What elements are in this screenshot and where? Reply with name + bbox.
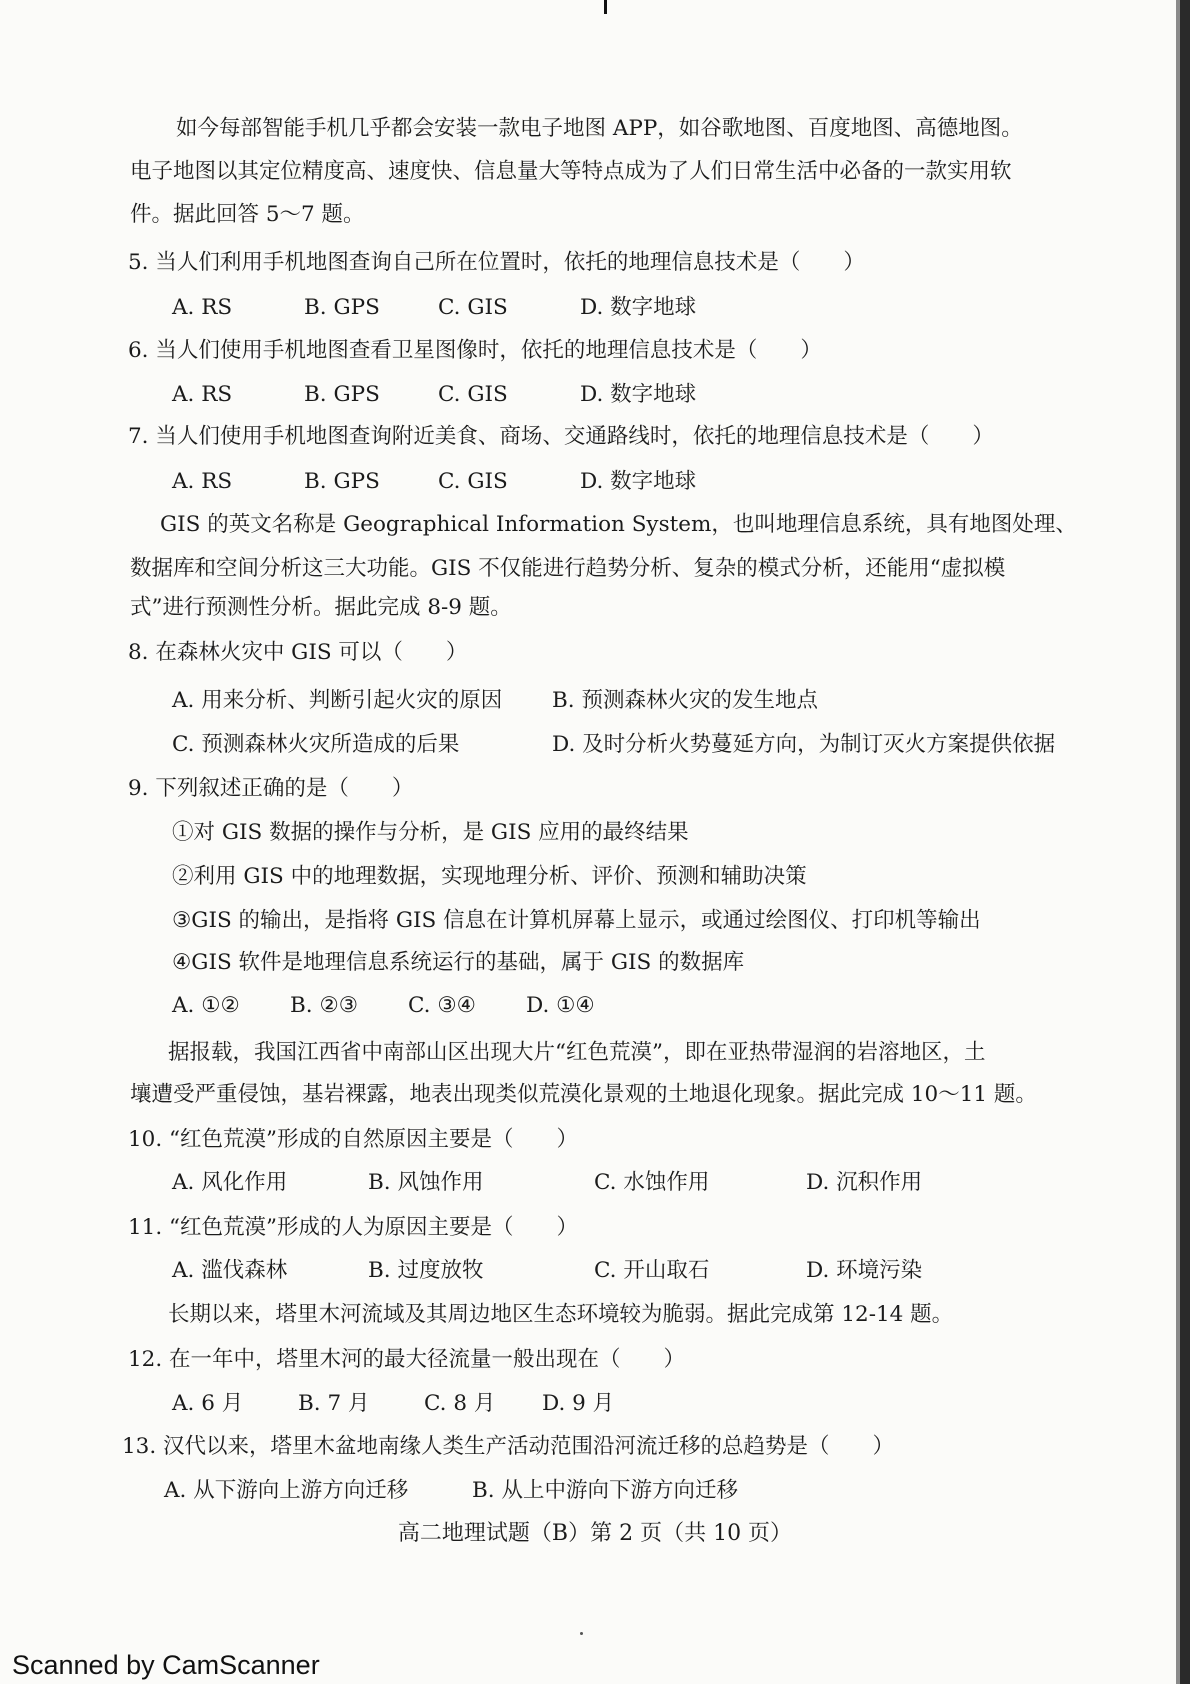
- option-a: A. 6 月: [172, 1391, 244, 1416]
- question-8-stem: 8. 在森林火灾中 GIS 可以（ ）: [128, 640, 468, 665]
- question-11-stem: 11. “红色荒漠”形成的人为原因主要是（ ）: [128, 1215, 579, 1240]
- option-b: B. 从上中游向下游方向迁移: [472, 1478, 738, 1503]
- question-9-statement-3: ③GIS 的输出，是指将 GIS 信息在计算机屏幕上显示，或通过绘图仪、打印机等输出: [172, 908, 981, 933]
- question-11-options: [172, 1258, 922, 1284]
- option-a: A. RS: [172, 469, 233, 494]
- question-9-statement-4: ④GIS 软件是地理信息系统运行的基础，属于 GIS 的数据库: [172, 950, 745, 975]
- top-mark: [604, 0, 607, 14]
- option-a: A. RS: [172, 295, 233, 320]
- passage-1-line-1: 如今每部智能手机几乎都会安装一款电子地图 APP，如谷歌地图、百度地图、高德地图。: [176, 116, 1023, 141]
- passage-4-line-1: 长期以来，塔里木河流域及其周边地区生态环境较为脆弱。据此完成第 12-14 题。: [168, 1302, 954, 1327]
- question-12-options: [172, 1391, 614, 1417]
- option-c: C. ③④: [408, 993, 476, 1018]
- question-13-stem: 13. 汉代以来，塔里木盆地南缘人类生产活动范围沿河流迁移的总趋势是（ ）: [122, 1434, 895, 1459]
- question-5-options: [172, 295, 696, 321]
- option-b: B. 风蚀作用: [368, 1170, 484, 1195]
- passage-1-line-3: 件。据此回答 5～7 题。: [130, 202, 365, 227]
- question-8-options-row-2: [172, 732, 1055, 758]
- question-6-stem: 6. 当人们使用手机地图查看卫星图像时，依托的地理信息技术是（ ）: [128, 338, 822, 363]
- option-a: A. 用来分析、判断引起火灾的原因: [172, 688, 503, 713]
- question-9-options: [172, 993, 595, 1019]
- option-a: A. 风化作用: [172, 1170, 288, 1195]
- option-b: B. 7 月: [298, 1391, 370, 1416]
- question-6-options: [172, 382, 696, 408]
- question-8-options-row-1: [172, 688, 818, 714]
- passage-3-line-1: 据报载，我国江西省中南部山区出现大片“红色荒漠”，即在亚热带湿润的岩溶地区，土: [168, 1040, 986, 1065]
- option-c: C. 水蚀作用: [594, 1170, 710, 1195]
- option-c: C. GIS: [438, 295, 508, 320]
- option-a: A. 从下游向上游方向迁移: [164, 1478, 409, 1503]
- option-b: B. 预测森林火灾的发生地点: [552, 688, 818, 713]
- question-9-statement-2: ②利用 GIS 中的地理数据，实现地理分析、评价、预测和辅助决策: [172, 864, 807, 889]
- question-10-stem: 10. “红色荒漠”形成的自然原因主要是（ ）: [128, 1127, 579, 1152]
- question-13-options: [164, 1478, 738, 1504]
- option-b: B. 过度放牧: [368, 1258, 484, 1283]
- option-a: A. ①②: [172, 993, 240, 1018]
- option-d: D. 9 月: [542, 1391, 615, 1416]
- option-a: A. RS: [172, 382, 233, 407]
- scan-speck: [580, 1632, 583, 1635]
- option-c: C. GIS: [438, 469, 508, 494]
- question-9-statement-1: ①对 GIS 数据的操作与分析，是 GIS 应用的最终结果: [172, 820, 689, 845]
- option-c: C. 开山取石: [594, 1258, 710, 1283]
- option-b: B. ②③: [290, 993, 359, 1018]
- question-10-options: [172, 1170, 922, 1196]
- option-d: D. 数字地球: [580, 382, 697, 407]
- option-d: D. 数字地球: [580, 295, 697, 320]
- scan-edge-shadow: [1176, 0, 1180, 1684]
- option-a: A. 滥伐森林: [172, 1258, 288, 1283]
- passage-2-line-1: GIS 的英文名称是 Geographical Information System，也叫地理信息系统，具有地图处理、: [160, 512, 1077, 537]
- question-7-stem: 7. 当人们使用手机地图查询附近美食、商场、交通路线时，依托的地理信息技术是（ ）: [128, 424, 994, 449]
- question-7-options: [172, 469, 696, 495]
- passage-1-line-2: 电子地图以其定位精度高、速度快、信息量大等特点成为了人们日常生活中必备的一款实用软: [130, 159, 1012, 184]
- question-12-stem: 12. 在一年中，塔里木河的最大径流量一般出现在（ ）: [128, 1347, 686, 1372]
- question-9-stem: 9. 下列叙述正确的是（ ）: [128, 776, 414, 801]
- option-d: D. ①④: [526, 993, 595, 1018]
- option-d: D. 及时分析火势蔓延方向，为制订灭火方案提供依据: [552, 732, 1056, 757]
- question-5-stem: 5. 当人们利用手机地图查询自己所在位置时，依托的地理信息技术是（ ）: [128, 250, 865, 275]
- passage-3-line-2: 壤遭受严重侵蚀，基岩裸露，地表出现类似荒漠化景观的土地退化现象。据此完成 10～11 题。: [130, 1082, 1037, 1107]
- page-footer: 高二地理试题（B）第 2 页（共 10 页）: [397, 1521, 793, 1546]
- option-c: C. 预测森林火灾所造成的后果: [172, 732, 460, 757]
- scanner-watermark: Scanned by CamScanner: [12, 1650, 320, 1680]
- option-b: B. GPS: [304, 382, 380, 407]
- option-d: D. 沉积作用: [806, 1170, 923, 1195]
- scan-edge: [1180, 0, 1190, 1684]
- option-c: C. 8 月: [424, 1391, 496, 1416]
- option-b: B. GPS: [304, 295, 380, 320]
- option-d: D. 数字地球: [580, 469, 697, 494]
- passage-2-line-2: 数据库和空间分析这三大功能。GIS 不仅能进行趋势分析、复杂的模式分析，还能用“虚拟模: [130, 556, 1006, 581]
- option-c: C. GIS: [438, 382, 508, 407]
- option-d: D. 环境污染: [806, 1258, 923, 1283]
- option-b: B. GPS: [304, 469, 380, 494]
- passage-2-line-3: 式”进行预测性分析。据此完成 8-9 题。: [130, 595, 512, 620]
